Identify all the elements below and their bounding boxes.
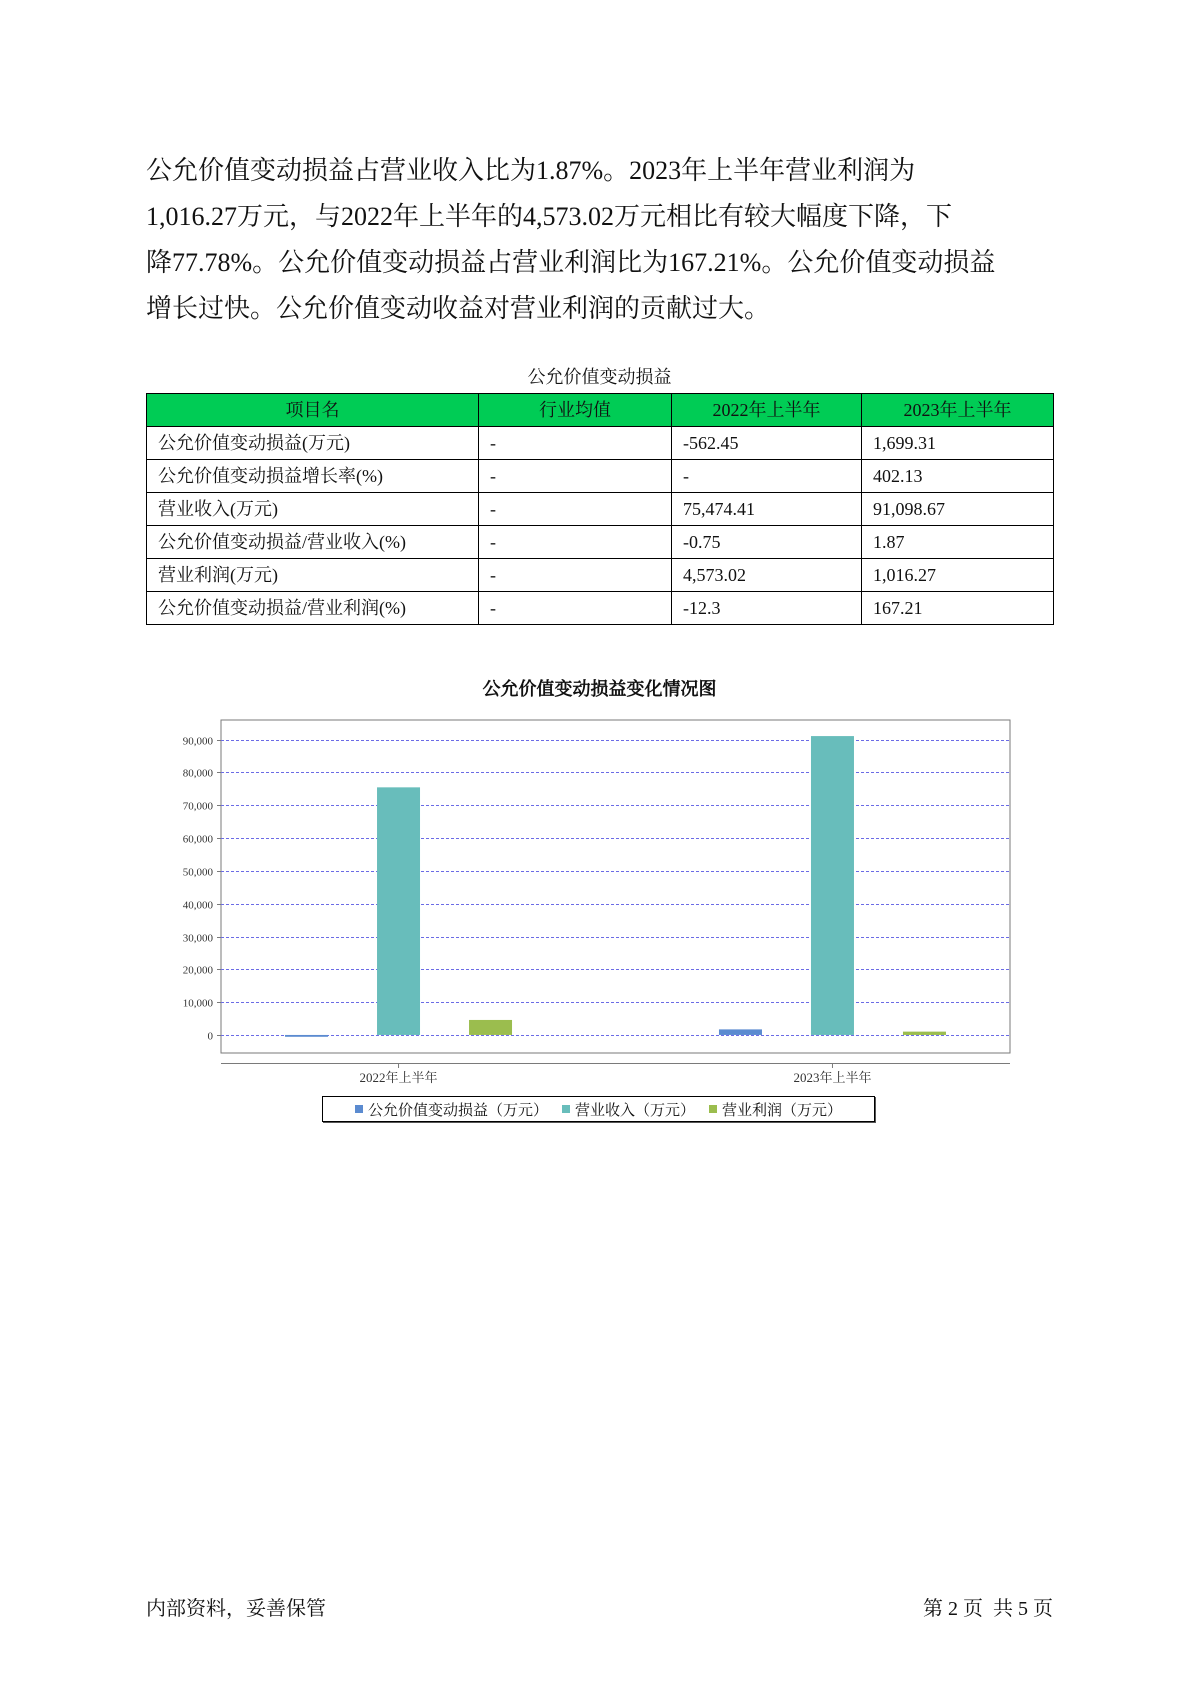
y-tick-label: 10,000 bbox=[182, 997, 213, 1010]
footer-confidential-note: 内部资料，妥善保管 bbox=[146, 1598, 326, 1620]
table-header-row bbox=[147, 394, 1054, 427]
bar bbox=[469, 1020, 512, 1035]
y-tick-label: 40,000 bbox=[182, 899, 213, 912]
table-cell: - bbox=[479, 526, 672, 559]
table-cell: - bbox=[479, 493, 672, 526]
y-tick-label: 70,000 bbox=[182, 800, 213, 813]
plot-area bbox=[221, 720, 1010, 1053]
table-cell: 402.13 bbox=[862, 460, 1054, 493]
table-caption: 公允价值变动损益 bbox=[527, 367, 672, 387]
legend-label: 营业利润（万元） bbox=[722, 1102, 843, 1119]
legend-swatch bbox=[709, 1105, 717, 1113]
paragraph-line: 公允价值变动损益占营业收入比为1.87%。2023年上半年营业利润为 bbox=[146, 156, 916, 185]
bar bbox=[377, 787, 420, 1035]
paragraph-line: 1,016.27万元，与2022年上半年的4,573.02万元相比有较大幅度下降，下 bbox=[146, 202, 953, 231]
y-tick-label: 50,000 bbox=[182, 866, 213, 879]
table-cell: 公允价值变动损益增长率(%) bbox=[147, 460, 479, 493]
table-row bbox=[147, 493, 1054, 526]
legend-item bbox=[355, 1099, 548, 1120]
table-cell: 公允价值变动损益/营业收入(%) bbox=[147, 526, 479, 559]
table-header-cell: 行业均值 bbox=[479, 394, 672, 427]
table-row bbox=[147, 460, 1054, 493]
table-row bbox=[147, 526, 1054, 559]
legend-item bbox=[562, 1099, 695, 1120]
table-cell: 公允价值变动损益/营业利润(%) bbox=[147, 592, 479, 625]
y-tick-label: 0 bbox=[207, 1030, 213, 1043]
table-cell: 公允价值变动损益(万元) bbox=[147, 427, 479, 460]
x-tick-label: 2023年上半年 bbox=[793, 1070, 872, 1085]
table-cell: 75,474.41 bbox=[672, 493, 862, 526]
bar bbox=[903, 1032, 946, 1035]
table-row bbox=[147, 427, 1054, 460]
bar bbox=[811, 736, 854, 1035]
legend-swatch bbox=[355, 1105, 363, 1113]
bar bbox=[719, 1029, 762, 1035]
table-row bbox=[147, 559, 1054, 592]
table-row bbox=[147, 592, 1054, 625]
legend-item bbox=[709, 1099, 842, 1120]
x-tick-label: 2022年上半年 bbox=[359, 1070, 438, 1085]
data-table bbox=[146, 393, 1054, 625]
table-header-cell: 2023年上半年 bbox=[862, 394, 1054, 427]
bar bbox=[285, 1035, 328, 1037]
bar-chart bbox=[150, 700, 1050, 1095]
legend-swatch bbox=[562, 1105, 570, 1113]
table-cell: -0.75 bbox=[672, 526, 862, 559]
y-tick-label: 20,000 bbox=[182, 964, 213, 977]
table-cell: 1,699.31 bbox=[862, 427, 1054, 460]
chart-legend bbox=[322, 1096, 875, 1122]
table-header-cell: 2022年上半年 bbox=[672, 394, 862, 427]
table-cell: -12.3 bbox=[672, 592, 862, 625]
chart-title: 公允价值变动损益变化情况图 bbox=[482, 679, 717, 699]
legend-label: 公允价值变动损益（万元） bbox=[367, 1102, 548, 1119]
table-cell: 91,098.67 bbox=[862, 493, 1054, 526]
table-cell: - bbox=[479, 559, 672, 592]
body-paragraph bbox=[146, 148, 1053, 332]
y-tick-label: 30,000 bbox=[182, 932, 213, 945]
paragraph-line: 降77.78%。公允价值变动损益占营业利润比为167.21%。公允价值变动损益 bbox=[146, 248, 996, 277]
table-cell: - bbox=[479, 460, 672, 493]
table-cell: 1,016.27 bbox=[862, 559, 1054, 592]
table-cell: - bbox=[672, 460, 862, 493]
table-cell: 营业收入(万元) bbox=[147, 493, 479, 526]
legend-label: 营业收入（万元） bbox=[574, 1102, 695, 1119]
table-cell: 4,573.02 bbox=[672, 559, 862, 592]
table-cell: - bbox=[479, 427, 672, 460]
y-tick-label: 80,000 bbox=[182, 767, 213, 780]
table-cell: 1.87 bbox=[862, 526, 1054, 559]
table-cell: 167.21 bbox=[862, 592, 1054, 625]
table-cell: - bbox=[479, 592, 672, 625]
paragraph-line: 增长过快。公允价值变动收益对营业利润的贡献过大。 bbox=[146, 294, 771, 323]
table-cell: -562.45 bbox=[672, 427, 862, 460]
y-tick-label: 90,000 bbox=[182, 735, 213, 748]
table-header-cell: 项目名 bbox=[147, 394, 479, 427]
table-cell: 营业利润(万元) bbox=[147, 559, 479, 592]
y-tick-label: 60,000 bbox=[182, 833, 213, 846]
footer-page-number: 第 2 页 共 5 页 bbox=[923, 1598, 1053, 1620]
